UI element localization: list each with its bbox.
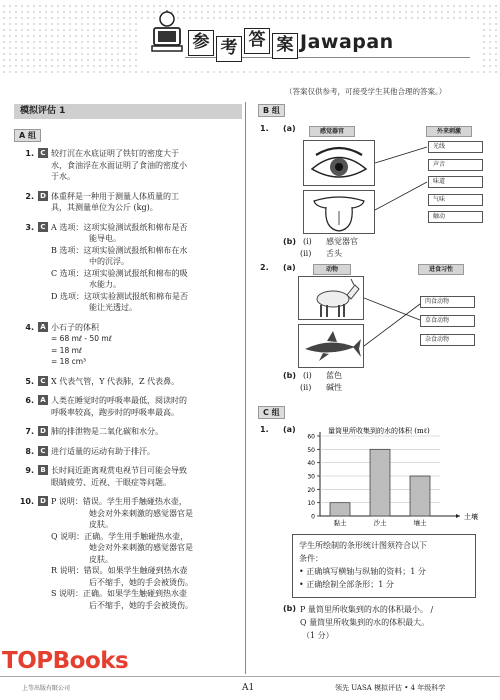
matching-lines: [375, 140, 430, 230]
bar: [410, 476, 430, 516]
question-number: 1.: [25, 149, 34, 158]
group-c-label: C 组: [258, 406, 285, 419]
x-tick-label: 黏土: [333, 519, 347, 527]
feeding-option: 杂食动物: [420, 334, 475, 346]
question-number: 1.: [260, 425, 269, 434]
title-char: 参: [188, 30, 214, 56]
question-line: = 18 cm³: [51, 357, 87, 366]
question-line: P 说明：错误。学生用手触碰热水壶，: [51, 497, 187, 506]
title-char: 考: [216, 36, 242, 62]
answer-text: 蓝色: [326, 371, 342, 380]
answer-choice-badge: A: [38, 322, 48, 332]
stimulus-option: 光线: [428, 141, 483, 153]
question-number: 10.: [19, 497, 34, 506]
question-part: (a): [283, 124, 296, 133]
computer-icon: [150, 10, 184, 54]
question-line: 中的沉浮。: [89, 257, 129, 266]
question-line: 肺的排泄物是二氧化碳和水分。: [51, 427, 163, 436]
sense-organ-header: 感觉器官: [309, 126, 355, 137]
title-char: 案: [272, 33, 298, 59]
question-line: A 选项：这项实验测试报纸和棉布是否: [51, 222, 188, 232]
question-number: 7.: [25, 427, 34, 436]
answer-roman: (ii): [300, 249, 312, 258]
stimulus-option: 味道: [428, 176, 483, 188]
question-line: 能让光透过。: [89, 303, 137, 312]
question-line: = 18 mℓ: [51, 345, 82, 355]
question-item: [14, 191, 244, 216]
bar: [330, 503, 350, 516]
topbooks-logo: TOPBooks: [2, 648, 129, 674]
question-line: 水，食油浮在水面证明了食油的密度小: [51, 160, 187, 170]
feeding-option: 草食动物: [420, 315, 475, 327]
y-tick-label: 0: [311, 513, 315, 521]
marking-line: 条件：: [299, 554, 323, 563]
stimulus-option: 触动: [428, 211, 483, 223]
question-line: D 选项：这项实验测试报纸和棉布是否: [51, 291, 188, 301]
answer-choice-badge: D: [38, 426, 48, 436]
question-line: 体重秤是一种用于测量人体质量的工: [51, 191, 179, 201]
question-line: X 代表气管，Y 代表肺，Z 代表鼻。: [51, 376, 180, 386]
feeding-header: 进食习性: [418, 264, 464, 275]
answer-choice-badge: C: [38, 222, 48, 232]
answer-roman: (i): [303, 237, 312, 246]
answer-text: 感觉器官: [326, 237, 358, 246]
question-item: [14, 376, 244, 390]
answer-text: 碱性: [326, 383, 342, 392]
question-number: 1.: [260, 124, 269, 133]
group-b-label: B 组: [258, 104, 285, 117]
answer-roman: (ii): [300, 383, 312, 392]
bar: [370, 449, 390, 516]
x-axis-arrow: [456, 514, 460, 518]
answer-line: Q 量筒里所收集到的水的体积最大。: [300, 618, 430, 627]
question-number: 9.: [25, 466, 34, 475]
question-line: 她会对外来刺激的感觉器官是: [89, 508, 193, 518]
eye-picture: [303, 140, 375, 186]
question-part: (b): [283, 237, 297, 246]
x-axis-label: 土壤: [464, 513, 478, 521]
matching-lines: [364, 280, 424, 360]
question-item: [14, 496, 244, 613]
question-line: Q 说明：正确。学生用手触碰热水壶，: [51, 531, 189, 541]
group-a-label: A 组: [14, 129, 41, 142]
question-item: [14, 148, 244, 185]
question-number: 5.: [25, 376, 34, 386]
answer-choice-badge: C: [38, 446, 48, 456]
book-title: 领先 UASA 模拟评估 • 4 年级科学: [335, 684, 446, 692]
answer-choice-badge: C: [38, 376, 48, 386]
question-item: [14, 465, 244, 490]
question-number: 6.: [25, 396, 34, 405]
page-number: A1: [242, 683, 255, 693]
answer-choice-badge: C: [38, 148, 48, 158]
question-item: [14, 395, 244, 420]
column-divider: [245, 102, 246, 674]
feeding-option: 肉食动物: [420, 296, 475, 308]
chart-title: 量筒里所收集到的水的体积 (mℓ): [328, 427, 430, 435]
answer-choice-badge: A: [38, 395, 48, 405]
question-number: 2.: [260, 263, 269, 272]
question-line: 于水。: [51, 172, 75, 181]
question-number: 2.: [25, 191, 34, 201]
y-tick-label: 40: [307, 460, 315, 468]
y-tick-label: 30: [307, 473, 315, 481]
question-line: S 说明：正确。如果学生触碰到热水壶: [51, 589, 188, 598]
marking-line: • 正确填写横轴与纵轴的资料；1 分: [299, 567, 426, 576]
question-part: (a): [283, 425, 296, 434]
y-tick-label: 60: [307, 433, 315, 441]
y-tick-label: 20: [307, 486, 315, 494]
goat-picture: [298, 276, 364, 320]
question-line: 长时间近距离观赏电视节目可能会导致: [51, 466, 187, 475]
publisher-small: 上等出版有限公司: [22, 685, 71, 692]
answer-line: P 量筒里所收集到的水的体积最小。 /: [300, 605, 434, 614]
question-line: 皮肤。: [89, 520, 113, 529]
question-line: B 选项：这项实验测试报纸和棉布在水: [51, 245, 188, 255]
question-line: 进行适量的运动有助于排汗。: [51, 446, 155, 456]
animal-header: 动物: [313, 264, 351, 275]
y-tick-label: 50: [307, 446, 315, 454]
question-line: 眼睛疲劳、近视、干眼症等问题。: [51, 477, 171, 487]
question-part: (b): [283, 604, 297, 613]
question-line: 皮肤。: [89, 554, 113, 564]
question-line: 人类在睡觉时的呼吸率最低，阅读时的: [51, 396, 187, 405]
question-line: 小石子的体积: [51, 322, 99, 332]
question-line: C 选项：这项实验测试报纸和棉布的吸: [51, 268, 188, 278]
question-part: (b): [283, 371, 297, 380]
question-item: [14, 446, 244, 460]
answer-choice-badge: B: [38, 465, 48, 475]
question-line: 后不缩手，她的手会被烫伤。: [89, 577, 193, 587]
stimulus-option: 声音: [428, 159, 483, 171]
question-part: (a): [283, 263, 296, 272]
stimulus-option: 气味: [428, 194, 483, 206]
x-tick-label: 壤土: [413, 519, 427, 527]
y-tick-label: 10: [307, 500, 315, 508]
question-line: 水能力。: [89, 280, 121, 289]
question-item: [14, 426, 244, 440]
jawapan-title: Jawapan: [300, 31, 394, 53]
question-number: 3.: [25, 222, 34, 232]
answer-line: （1 分）: [302, 631, 334, 640]
question-line: R 说明：错误。如果学生触碰到热水壶: [51, 566, 188, 575]
question-line: 能导电。: [89, 234, 121, 243]
footer-rule: [0, 676, 500, 677]
question-line: 她会对外来刺激的感觉器官是: [89, 543, 193, 552]
answer-text: 舌头: [326, 249, 342, 258]
bar-chart: [290, 424, 490, 534]
question-item: [14, 322, 244, 370]
marking-line: • 正确绘制全部条形；1 分: [299, 580, 394, 589]
question-line: = 68 mℓ - 50 mℓ: [51, 334, 112, 343]
stimulus-header: 外来刺激: [426, 126, 472, 137]
question-line: 后不缩手，她的手会被烫伤。: [89, 600, 193, 610]
question-number: 4.: [25, 322, 34, 332]
answer-choice-badge: D: [38, 191, 48, 201]
marking-line: 学生所绘制的条形统计图须符合以下: [299, 541, 427, 550]
question-line: 呼吸率较高，跑步时的呼吸率最高。: [51, 407, 179, 417]
section-title: 模拟评估 1: [14, 104, 242, 119]
answer-roman: (i): [303, 371, 312, 380]
question-line: 较打沉在水底证明了铁钉的密度大于: [51, 149, 179, 158]
marking-box: [292, 534, 476, 598]
title-char: 答: [244, 28, 270, 54]
question-line: 具，其测量单位为公斤 (kg)。: [51, 203, 158, 212]
answer-choice-badge: D: [38, 496, 48, 506]
answer-note: （答案仅供参考，可接受学生其他合理的答案。）: [285, 87, 447, 96]
shark-picture: [298, 324, 364, 368]
question-item: [14, 222, 244, 316]
tongue-picture: [303, 190, 375, 234]
x-tick-label: 沙土: [373, 519, 387, 527]
question-number: 8.: [25, 446, 34, 456]
